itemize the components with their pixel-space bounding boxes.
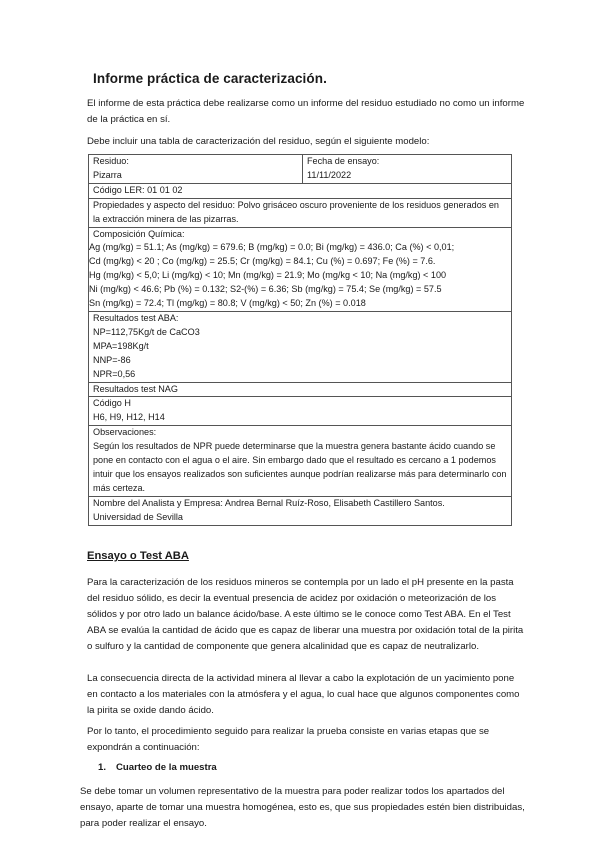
composicion-label: Composición Química:: [93, 228, 185, 239]
analista-university: Universidad de Sevilla: [93, 511, 183, 522]
section-title: Ensayo o Test ABA: [87, 550, 189, 562]
fecha-cell: [303, 155, 512, 184]
intro-paragraph: El informe de esta práctica debe realizarse como un informe del residuo estudiado no como un informe de la práctica en sí.: [87, 98, 525, 125]
section-paragraph: La consecuencia directa de la actividad minera al llevar a cabo la explotación de un yacimiento pone en contacto a los materiales con la atmósfera y el agua, lo cual hace que algunos componentes como la pirita se oxide dando ácido.: [87, 673, 520, 716]
composicion-line: Sn (mg/kg) = 72.4; Tl (mg/kg) = 80.8; V (mg/kg) < 50; Zn (%) = 0.018: [89, 298, 366, 309]
table-row: [89, 382, 512, 397]
aba-cell: [89, 311, 512, 382]
table-row: [89, 311, 512, 382]
propiedades-cell: [89, 198, 512, 227]
nag-label: Resultados test NAG: [93, 383, 178, 394]
aba-label: Resultados test ABA:: [93, 312, 179, 323]
observaciones-label: Observaciones:: [93, 427, 157, 438]
page-title: Informe práctica de caracterización.: [93, 71, 327, 86]
codigo-h-value: H6, H9, H12, H14: [93, 412, 165, 423]
table-row: [89, 155, 512, 184]
step-title: Cuarteo de la muestra: [116, 762, 217, 773]
residuo-label: Residuo:: [93, 156, 129, 166]
composicion-line: Hg (mg/kg) < 5,0; Li (mg/kg) < 10; Mn (mg/kg) = 21.9; Mo (mg/kg < 10; Na (mg/kg) < 100: [89, 270, 447, 281]
step-number: 1.: [98, 762, 107, 773]
codigo-ler-cell: [89, 183, 512, 198]
table-row: [89, 183, 512, 198]
table-row: [89, 198, 512, 227]
aba-npr: NPR=0,56: [93, 368, 136, 379]
composicion-cell: [89, 227, 512, 311]
numbered-heading: [98, 762, 217, 773]
propiedades-text: Propiedades y aspecto del residuo: Polvo grisáceo oscuro proveniente de los residuos generados en la extracción minera de las pizarras.: [93, 199, 499, 224]
codigo-h-label: Código H: [93, 398, 131, 409]
table-row: [89, 426, 512, 497]
aba-mpa: MPA=198Kg/t: [93, 340, 149, 351]
composicion-line: Ni (mg/kg) < 46.6; Pb (%) = 0.132; S2-(%) = 6.36; Sb (mg/kg) = 75.4; Se (mg/kg) = 57.5: [89, 284, 442, 295]
fecha-label: Fecha de ensayo:: [307, 156, 380, 166]
aba-np: NP=112,75Kg/t de CaCO3: [93, 326, 200, 337]
characterization-table: [88, 154, 512, 526]
section-paragraph: Para la caracterización de los residuos mineros se contempla por un lado el pH presente en la pasta del residuo sólido, es decir la eventual presencia de acidez por oxidación o meteorización de los sólidos y por otro lado un balance ácido/base. A este último se le conoce como Test ABA. En el Test ABA se evalúa la cantidad de ácido que es capaz de liberar una muestra por oxidación total de la pirita o sulfuro y la cantidad de componente que genera alcalinidad que es capaz de neutralizarlo.: [87, 577, 524, 652]
codigo-h-cell: [89, 397, 512, 426]
residuo-cell: [89, 155, 303, 184]
observaciones-text: Según los resultados de NPR puede determinarse que la muestra genera bastante ácido cuando se pone en contacto con el agua o el aire. Sin embargo dado que el resultado es cercano a 1 podemos intuir que los ensayos realizados son suficientes aunque podrían realizarse más para determinarlo con más certeza.: [93, 441, 507, 493]
section-paragraph: Se debe tomar un volumen representativo de la muestra para poder realizar todos los apartados del ensayo, aparte de tomar una muestra homogénea, esto es, que sus propiedades estén bien distribuidas, para poder realizar el ensayo.: [80, 786, 525, 829]
nag-cell: [89, 382, 512, 397]
table-intro-paragraph: Debe incluir una tabla de caracterización del residuo, según el siguiente modelo:: [87, 136, 430, 147]
analista-cell: [89, 496, 512, 525]
codigo-ler: Código LER: 01 01 02: [93, 184, 183, 195]
fecha-value: 11/11/2022: [307, 169, 352, 180]
table-row: [89, 496, 512, 525]
table-row: [89, 227, 512, 311]
observaciones-cell: [89, 426, 512, 497]
section-paragraph: Por lo tanto, el procedimiento seguido para realizar la prueba consiste en varias etapas que se expondrán a continuación:: [87, 726, 490, 753]
analista-names: Nombre del Analista y Empresa: Andrea Bernal Ruíz-Roso, Elisabeth Castillero Santos.: [93, 497, 445, 508]
composicion-line: Cd (mg/kg) < 20 ; Co (mg/kg) = 25.5; Cr (mg/kg) = 84.1; Cu (%) = 0.697; Fe (%) = 7.6.: [89, 256, 436, 267]
aba-nnp: NNP=-86: [93, 354, 131, 365]
composicion-line: Ag (mg/kg) = 51.1; As (mg/kg) = 679.6; B (mg/kg) = 0.0; Bi (mg/kg) = 436.0; Ca (%) < 0,01;: [89, 242, 455, 253]
residuo-value: Pizarra: [93, 169, 122, 180]
table-row: [89, 397, 512, 426]
